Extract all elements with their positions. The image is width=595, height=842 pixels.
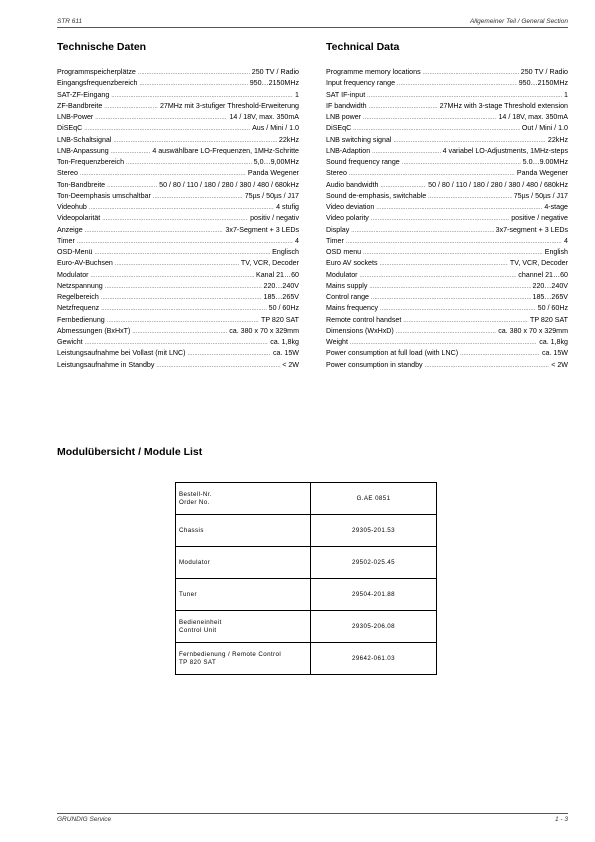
spec-de-label: Ton-Bandbreite [57,180,106,189]
spec-en-row [326,101,568,112]
spec-en-value: 50 / 80 / 110 / 180 / 280 / 380 / 480 / 680kHz [428,180,568,189]
spec-de-label: Netzfrequenz [57,304,100,313]
module-row [176,611,437,643]
spec-de-value: 50 / 60Hz [268,304,299,313]
spec-de-label: ZF-Bandbreite [57,101,103,110]
spec-de-row [57,213,299,224]
header-model: STR 611 [57,18,83,25]
module-name-cell [176,483,311,515]
spec-en-row [326,292,568,303]
page-number: 1 - 3 [554,816,568,823]
spec-de-row [57,191,299,202]
spec-de-value: 27MHz mit 3-stufiger Threshold-Erweiterung [159,101,299,110]
module-name-cell [176,515,311,547]
spec-de-row [57,360,299,371]
spec-de-label: Leistungsaufnahme in Standby [57,360,155,369]
spec-en-value: channel 21…60 [518,270,568,279]
module-name: Order No. [179,498,210,506]
spec-en-value: 5.0…9.00MHz [522,158,568,166]
spec-de-value: 4 auswählbare LO-Frequenzen, 1MHz-Schritte [152,146,299,155]
spec-en-row [326,337,568,348]
spec-en-row [326,168,568,179]
spec-en-value: 27MHz with 3-stage Threshold extension [439,101,568,110]
spec-en-label: Timer [326,236,344,245]
spec-de-label: Euro-AV-Buchsen [57,259,113,268]
spec-en-value: English [544,248,568,256]
spec-de-value: 4 stufig [276,203,299,211]
spec-de-value: TV, VCR, Decoder [240,259,299,268]
spec-en-row [326,90,568,101]
module-name: Fernbedienung / Remote Control [179,651,282,658]
spec-en-label: Control range [326,293,369,301]
spec-de-label: Modulator [57,270,89,279]
header-section: Allgemeiner Teil / General Section [469,18,568,25]
spec-en-row [326,315,568,326]
spec-en-value: 50 / 60Hz [537,304,568,313]
module-row [176,515,437,547]
dot-leader [153,192,243,203]
spec-en-value: 185…265V [532,293,568,301]
dot-leader [460,349,540,360]
spec-de-row [57,270,299,281]
spec-de-value: positiv / negativ [250,214,299,223]
dot-leader [77,237,293,248]
spec-de-row [57,78,299,89]
spec-de-row [57,146,299,157]
module-name: Tuner [179,590,197,598]
spec-en-row [326,258,568,269]
spec-en-label: Sound frequency range [326,158,400,166]
dot-leader [132,327,227,338]
spec-de-value: Kanal 21…60 [256,270,299,279]
spec-de-label: Videopolarität [57,214,101,223]
spec-en-label: SAT IF-input [326,90,366,99]
spec-de-row [57,292,299,303]
spec-de-value: < 2W [282,360,299,369]
technische-daten-title: Technische Daten [57,41,147,53]
dot-leader [371,214,509,225]
spec-de-row [57,303,299,314]
module-row [176,547,437,579]
dot-leader [104,102,158,113]
dot-leader [425,361,550,372]
spec-de-value: ca. 1,8kg [270,338,299,346]
spec-de-row [57,168,299,179]
spec-de-value: 22kHz [278,135,299,144]
spec-de-label: SAT-ZF-Eingang [57,90,110,99]
spec-en-row [326,123,568,134]
spec-en-value: positive / negative [511,214,568,223]
spec-de-row [57,202,299,213]
module-name: Bestell-Nr. [179,491,212,498]
dot-leader [89,203,274,214]
spec-de-value: 4 [295,236,299,245]
spec-en-row [326,146,568,157]
spec-de-value: 50 / 80 / 110 / 180 / 280 / 380 / 480 / 680kHz [159,180,299,189]
spec-en-row [326,225,568,236]
spec-en-value: 220…240V [532,281,568,290]
dot-leader [138,68,250,79]
spec-en-row [326,213,568,224]
spec-en-row [326,326,568,337]
spec-de-label: Ton-Deemphasis umschaltbar [57,191,151,200]
header-rule [57,27,568,28]
spec-en-value: 1 [564,90,568,99]
spec-en-row [326,135,568,146]
module-row [176,579,437,611]
spec-en-label: Sound de-emphasis, switchable [326,191,427,200]
spec-en-row [326,78,568,89]
spec-de-row [57,281,299,292]
dot-leader [363,113,496,124]
dot-leader [85,226,224,237]
spec-de-label: DiSEqC [57,124,83,133]
spec-de-row [57,90,299,101]
spec-de-label: LNB-Schaltsignal [57,135,112,144]
spec-de-label: Ton-Frequenzbereich [57,158,125,166]
spec-de-row [57,101,299,112]
module-part-number: 29642-061.03 [311,643,437,675]
module-list-title: Modulübersicht / Module List [57,446,203,458]
spec-en-label: Dimensions (WxHxD) [326,326,394,335]
spec-de-value: 950…2150MHz [249,79,299,88]
spec-de-label: Eingangsfrequenzbereich [57,79,138,88]
spec-en-value: 250 TV / Radio [520,68,568,76]
spec-en-value: 75µs / 50µs / J17 [513,191,568,200]
footer-brand: GRUNDIG Service [57,816,112,823]
spec-de-value: 250 TV / Radio [251,68,299,76]
spec-en-value: Panda Wegener [516,169,568,178]
spec-en-label: Modulator [326,270,358,279]
spec-en-row [326,236,568,247]
spec-en-row [326,360,568,371]
module-row [176,643,437,675]
spec-de-row [57,135,299,146]
spec-de-value: 14 / 18V, max. 350mA [229,113,299,121]
spec-en-value: TP 820 SAT [530,315,568,324]
spec-de-label: Anzeige [57,225,83,234]
spec-en-label: Input frequency range [326,79,396,88]
technical-data-list [326,67,568,371]
dot-leader [402,158,521,169]
spec-en-value: < 2W [551,360,568,369]
spec-en-value: 14 / 18V, max. 350mA [498,113,568,121]
spec-de-row [57,67,299,78]
spec-en-label: Power consumption at full load (with LNC) [326,349,459,358]
module-part-number: 29502-025.45 [311,547,437,579]
dot-leader [115,259,239,270]
spec-en-value: ca. 1,8kg [539,338,568,346]
spec-en-label: Mains frequency [326,304,379,313]
spec-de-label: Fernbedienung [57,315,105,324]
dot-leader [360,271,517,282]
spec-en-row [326,191,568,202]
module-name-cell [176,611,311,643]
spec-de-label: OSD-Menü [57,248,93,256]
dot-leader [101,304,266,315]
dot-leader [101,293,262,304]
spec-en-label: IF bandwidth [326,101,367,110]
spec-de-row [57,337,299,348]
spec-en-value: Out / Mini / 1.0 [521,124,568,133]
module-part-number: 29504-201.88 [311,579,437,611]
module-name: Bedieneinheit [179,619,222,626]
spec-de-row [57,348,299,359]
spec-en-label: Weight [326,338,348,346]
dot-leader [380,304,536,315]
module-part-number: 29305-206.08 [311,611,437,643]
spec-de-value: Aus / Mini / 1.0 [252,124,299,133]
spec-de-value: 1 [295,90,299,99]
dot-leader [156,361,280,372]
spec-en-value: TV, VCR, Decoder [509,259,568,268]
spec-en-label: Remote control handset [326,315,402,324]
dot-leader [371,293,531,304]
spec-en-row [326,112,568,123]
spec-en-label: Video polarity [326,214,369,223]
spec-de-value: ca. 380 x 70 x 329mm [229,326,299,335]
spec-de-row [57,236,299,247]
dot-leader [139,79,247,90]
dot-leader [351,226,493,237]
module-name: TP 820 SAT [179,658,217,666]
spec-en-label: Power consumption in standby [326,360,423,369]
module-name: Control Unit [179,626,217,634]
spec-en-label: Mains supply [326,281,368,290]
spec-en-label: LNB-Adaption [326,146,371,155]
spec-de-label: Abmessungen (BxHxT) [57,326,131,335]
dot-leader [380,259,508,270]
dot-leader [369,102,438,113]
spec-en-value: 22kHz [547,135,568,144]
footer-rule [57,813,568,814]
spec-en-label: OSD menu [326,248,362,256]
module-name: Modulator [179,558,211,566]
dot-leader [428,192,512,203]
spec-de-row [57,247,299,258]
spec-de-value: 75µs / 50µs / J17 [244,191,299,200]
spec-de-value: 220…240V [263,281,299,290]
module-name-cell [176,579,311,611]
spec-de-value: Panda Wegener [247,169,299,178]
spec-de-row [57,315,299,326]
spec-de-label: Videohub [57,203,87,211]
spec-en-label: LNB switching signal [326,135,392,144]
module-row [176,483,437,515]
spec-de-row [57,112,299,123]
spec-de-row [57,225,299,236]
spec-de-value: ca. 15W [272,349,299,358]
dot-leader [105,282,262,293]
spec-de-label: LNB-Power [57,113,94,121]
module-part-number: 29305-201.53 [311,515,437,547]
spec-en-value: ca. 380 x 70 x 329mm [498,326,568,335]
spec-de-label: Leistungsaufnahme bei Vollast (mit LNC) [57,349,186,358]
spec-de-label: Netzspannung [57,281,103,290]
spec-de-row [57,180,299,191]
spec-de-value: 185…265V [263,293,299,301]
spec-de-row [57,326,299,337]
dot-leader [346,237,562,248]
spec-de-row [57,157,299,168]
dot-leader [91,271,254,282]
dot-leader [188,349,271,360]
spec-de-value: Englisch [272,248,299,256]
spec-de-value: 3x7-Segment + 3 LEDs [225,225,299,234]
dot-leader [369,282,530,293]
module-name-cell [176,547,311,579]
module-name-cell [176,643,311,675]
spec-de-label: LNB-Anpassung [57,146,109,155]
spec-en-value: 950…2150MHz [518,79,568,88]
spec-en-row [326,348,568,359]
dot-leader [95,113,227,124]
spec-en-row [326,67,568,78]
spec-de-label: Timer [57,236,75,245]
module-table [175,482,437,675]
spec-de-label: Programmspeicherplätze [57,68,136,76]
spec-en-value: 4-stage [544,203,568,211]
spec-en-label: Euro AV sockets [326,259,378,268]
spec-en-row [326,303,568,314]
module-name: Chassis [179,526,204,534]
module-part-number: G.AE 0851 [311,483,437,515]
dot-leader [396,327,496,338]
spec-en-row [326,281,568,292]
spec-en-value: 4 [564,236,568,245]
spec-en-row [326,202,568,213]
spec-en-row [326,247,568,258]
spec-en-label: Audio bandwidth [326,180,379,189]
spec-de-value: 5,0…9,00MHz [253,158,299,166]
spec-en-value: 3x7-segment + 3 LEDs [495,225,568,234]
spec-en-row [326,180,568,191]
spec-en-label: Video deviation [326,203,375,211]
spec-en-label: Programme memory locations [326,68,421,76]
spec-de-row [57,123,299,134]
spec-de-value: TP 820 SAT [261,315,299,324]
spec-en-row [326,270,568,281]
spec-de-row [57,258,299,269]
spec-de-label: Gewicht [57,338,83,346]
spec-de-label: Stereo [57,169,78,178]
spec-en-value: 4 variabel LO-Adjustments, 1MHz-steps [442,146,568,155]
dot-leader [423,68,519,79]
spec-en-label: Stereo [326,169,347,178]
spec-en-label: DiSEqC [326,124,352,133]
dot-leader [397,79,517,90]
spec-de-label: Regelbereich [57,293,99,301]
spec-en-row [326,157,568,168]
spec-en-label: Display [326,225,350,234]
spec-en-label: LNB power [326,113,362,121]
spec-en-value: ca. 15W [541,349,568,358]
technische-daten-list [57,67,299,371]
dot-leader [126,158,252,169]
technical-data-title: Technical Data [326,41,400,53]
